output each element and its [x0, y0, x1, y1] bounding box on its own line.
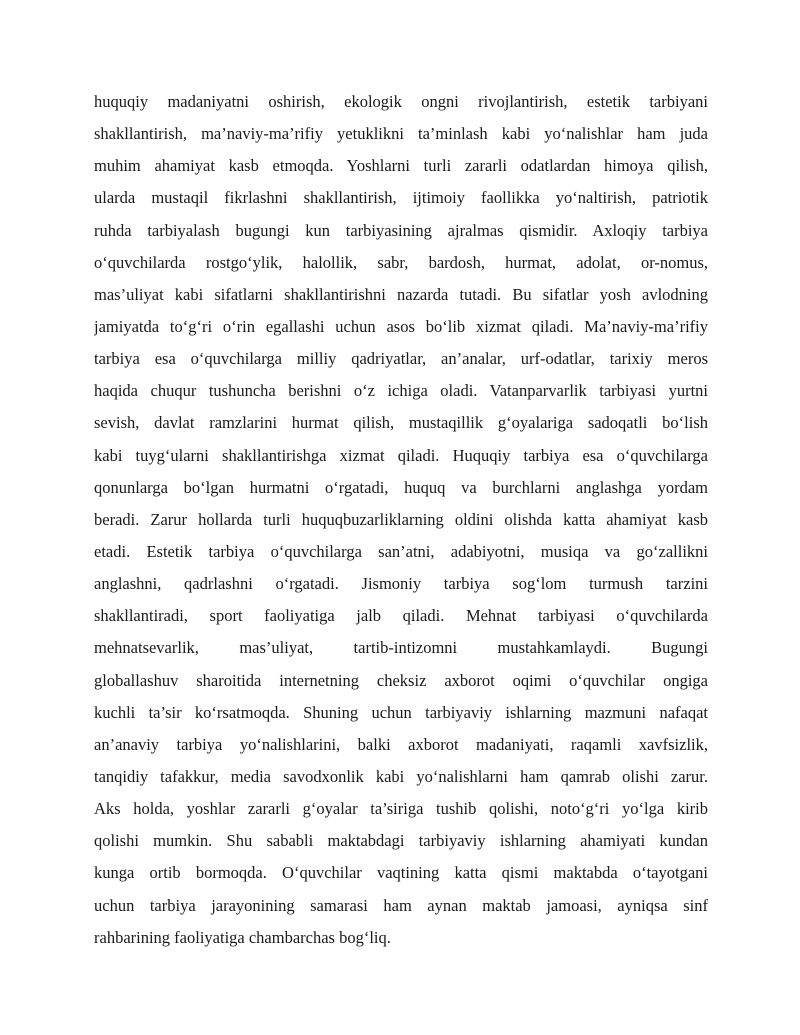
text-line: an’anaviy tarbiya yo‘nalishlarini, balki axborot madaniyati, raqamli xavfsizlik,	[94, 734, 708, 754]
text-line: etadi. Estetik tarbiya o‘quvchilarga san’atni, adabiyotni, musiqa va go‘zallikni	[94, 541, 708, 561]
text-line: kabi tuyg‘ularni shakllantirishga xizmat qiladi. Huquqiy tarbiya esa o‘quvchilarga	[94, 445, 708, 465]
text-line: haqida chuqur tushuncha berishni o‘z ichiga oladi. Vatanparvarlik tarbiyasi yurtni	[94, 381, 708, 401]
text-line: shakllantirish, ma’naviy-ma’rifiy yetuklikni ta’minlash kabi yo‘nalishlar ham juda	[94, 124, 708, 144]
text-line: tarbiya esa o‘quvchilarga milliy qadriyatlar, an’analar, urf-odatlar, tarixiy meros	[94, 349, 708, 369]
text-line: o‘quvchilarda rostgo‘ylik, halollik, sabr, bardosh, hurmat, adolat, or-nomus,	[94, 252, 708, 272]
text-line: anglashni, qadrlashni o‘rgatadi. Jismoniy tarbiya sog‘lom turmush tarzini	[94, 574, 708, 594]
text-line: qonunlarga bo‘lgan hurmatni o‘rgatadi, huquq va burchlarni anglashga yordam	[94, 477, 708, 497]
text-line: sevish, davlat ramzlarini hurmat qilish, mustaqillik g‘oyalariga sadoqatli bo‘lish	[94, 413, 708, 433]
text-line: tanqidiy tafakkur, media savodxonlik kabi yo‘nalishlarni ham qamrab olishi zarur.	[94, 766, 708, 786]
text-line: beradi. Zarur hollarda turli huquqbuzarliklarning oldini olishda katta ahamiyat kasb	[94, 509, 708, 529]
text-line: huquqiy madaniyatni oshirish, ekologik ongni rivojlantirish, estetik tarbiyani	[94, 92, 708, 111]
text-line: globallashuv sharoitida internetning cheksiz axborot oqimi o‘quvchilar ongiga	[94, 670, 708, 690]
text-line: muhim ahamiyat kasb etmoqda. Yoshlarni turli zararli odatlardan himoya qilish,	[94, 156, 708, 176]
document-page	[94, 86, 708, 954]
text-line: qolishi mumkin. Shu sababli maktabdagi tarbiyaviy ishlarning ahamiyati kundan	[94, 831, 708, 851]
text-line: uchun tarbiya jarayonining samarasi ham aynan maktab jamoasi, ayniqsa sinf	[94, 895, 708, 915]
text-line: shakllantiradi, sport faoliyatiga jalb qiladi. Mehnat tarbiyasi o‘quvchilarda	[94, 606, 708, 626]
text-line: mas’uliyat kabi sifatlarni shakllantirishni nazarda tutadi. Bu sifatlar yosh avlodning	[94, 284, 708, 304]
text-line: Aks holda, yoshlar zararli g‘oyalar ta’siriga tushib qolishi, noto‘g‘ri yo‘lga kirib	[94, 799, 708, 819]
text-line: ularda mustaqil fikrlashni shakllantirish, ijtimoiy faollikka yo‘naltirish, patriotik	[94, 188, 708, 208]
text-line: kunga ortib bormoqda. O‘quvchilar vaqtining katta qismi maktabda o‘tayotgani	[94, 863, 708, 883]
text-line-last: rahbarining faoliyatiga chambarchas bog‘liq.	[94, 927, 391, 947]
text-line: mehnatsevarlik, mas’uliyat, tartib-intizomni mustahkamlaydi. Bugungi	[94, 638, 708, 658]
text-line: jamiyatda to‘g‘ri o‘rin egallashi uchun asos bo‘lib xizmat qiladi. Ma’naviy-ma’rifiy	[94, 316, 708, 336]
text-line: ruhda tarbiyalash bugungi kun tarbiyasining ajralmas qismidir. Axloqiy tarbiya	[94, 220, 708, 240]
text-line: kuchli ta’sir ko‘rsatmoqda. Shuning uchun tarbiyaviy ishlarning mazmuni nafaqat	[94, 702, 708, 722]
